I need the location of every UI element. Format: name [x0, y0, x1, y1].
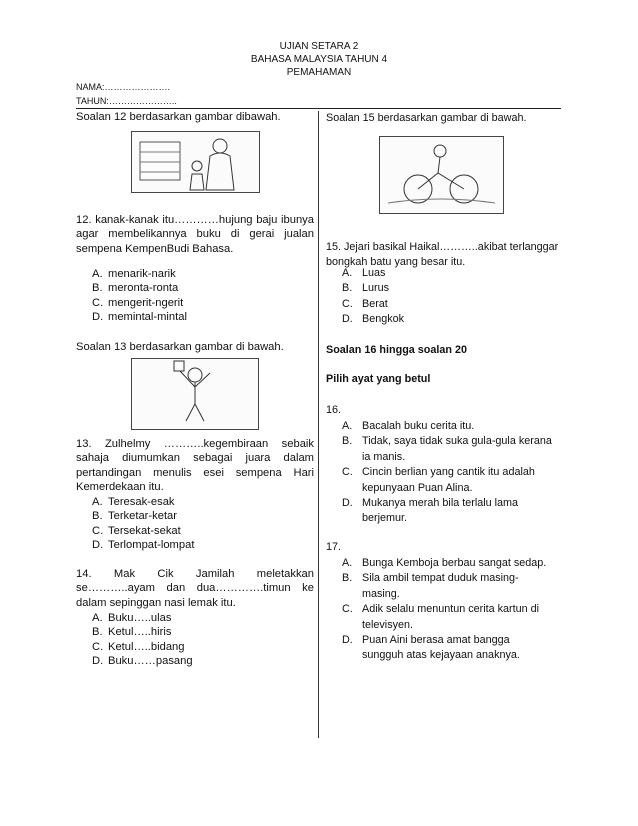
q14-option-c[interactable]: C. Ketul…..bidang [92, 640, 185, 653]
q16-options [326, 419, 566, 527]
q15-text: 15. Jejari basikal Haikal………..akibat terlanggar bongkah batu yang besar itu. [326, 241, 559, 269]
q17-options [326, 556, 566, 664]
q12-intro: Soalan 12 berdasarkan gambar dibawah. [76, 111, 281, 123]
q12-options [76, 267, 314, 324]
q15-option-c[interactable]: C. Berat [342, 297, 388, 310]
nama-field: NAMA:…………………. [76, 82, 171, 92]
section-title: Soalan 16 hingga soalan 20 [326, 344, 468, 356]
q12-illustration [131, 131, 260, 193]
q12-option-a[interactable]: A. menarik-narik [92, 268, 176, 280]
q16-option-c[interactable]: C. Cincin berlian yang cantik itu adalah kepunyaan Puan Alina. [342, 466, 535, 494]
q16-option-b[interactable]: B. Tidak, saya tidak suka gula-gula kerana ia manis. [342, 435, 552, 463]
q12-option-d[interactable]: D. memintal-mintal [92, 310, 187, 323]
q13-illustration [131, 358, 259, 430]
q13-intro: Soalan 13 berdasarkan gambar di bawah. [76, 341, 284, 353]
q12-option-c[interactable]: C. mengerit-ngerit [92, 296, 184, 309]
exam-header [0, 40, 638, 79]
q12-text: 12. kanak-kanak itu…………hujung baju ibunya agar membelikannya buku di gerai jualan sempena KempenBudi Bahasa. [76, 214, 314, 255]
q13-option-a[interactable]: A. Teresak-esak [92, 496, 175, 508]
q17-option-d[interactable]: D. Puan Aini berasa amat bangga sungguh atas kejayaan anaknya. [342, 634, 520, 662]
q16-option-a[interactable]: A. Bacalah buku cerita itu. [342, 420, 475, 432]
exam-section: PEMAHAMAN [286, 67, 352, 78]
q14-option-b[interactable]: B. Ketul…..hiris [92, 626, 172, 639]
tahun-field: TAHUN:………………….. [76, 96, 177, 106]
q15-options [326, 266, 566, 328]
q15-option-a[interactable]: A. Luas [342, 267, 386, 279]
q15-option-d[interactable]: D. Bengkok [342, 313, 405, 326]
q13-option-b[interactable]: B. Terketar-ketar [92, 510, 178, 523]
header-divider [76, 108, 561, 109]
q13-text: 13. Zulhelmy ………..kegembiraan sebaik sahaja diumumkan sebagai juara dalam pertandingan menulis esei sempena Hari Kemerdekaan itu. [76, 438, 314, 493]
exam-title: UJIAN SETARA 2 [279, 41, 359, 52]
q16-option-d[interactable]: D. Mukanya merah bila terlalu lama berjemur. [342, 497, 519, 525]
q12-option-b[interactable]: B. meronta-ronta [92, 282, 179, 295]
q13-option-c[interactable]: C. Tersekat-sekat [92, 524, 181, 537]
exam-subject: BAHASA MALAYSIA TAHUN 4 [250, 54, 388, 65]
q13-options [76, 495, 314, 552]
section-instruction: Pilih ayat yang betul [326, 373, 431, 385]
q14-option-d[interactable]: D. Buku……pasang [92, 654, 193, 667]
column-divider [318, 111, 319, 738]
q17-option-a[interactable]: A. Bunga Kemboja berbau sangat sedap. [342, 557, 547, 569]
q14-text: 14. Mak Cik Jamilah meletakkan se………..ayam dan dua………….timun ke dalam sepinggan nasi lemak itu. [76, 568, 314, 609]
q16-number: 16. [326, 404, 342, 416]
q17-option-c[interactable]: C. Adik selalu menuntun cerita kartun di televisyen. [342, 603, 540, 631]
q17-number: 17. [326, 541, 342, 553]
q17-option-b[interactable]: B. Sila ambil tempat duduk masing-masing. [342, 572, 519, 600]
q15-illustration [379, 136, 504, 214]
q13-option-d[interactable]: D. Terlompat-lompat [92, 538, 195, 551]
q14-option-a[interactable]: A. Buku…..ulas [92, 612, 172, 624]
q15-intro: Soalan 15 berdasarkan gambar di bawah. [326, 112, 527, 124]
q14-options [76, 611, 314, 668]
q15-option-b[interactable]: B. Lurus [342, 282, 390, 295]
